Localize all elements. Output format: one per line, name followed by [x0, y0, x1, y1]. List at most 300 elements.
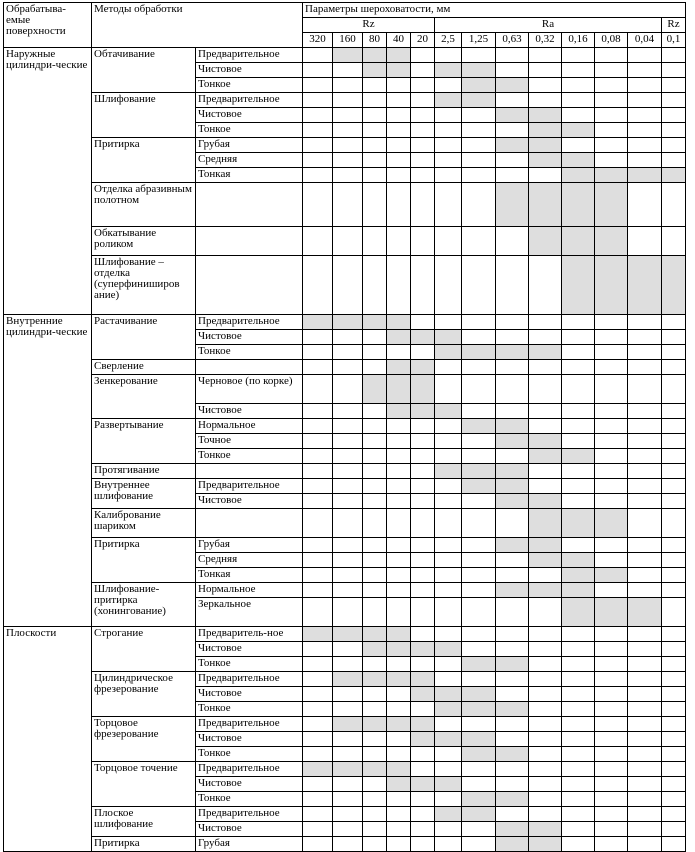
roughness-cell	[662, 404, 686, 419]
roughness-cell	[435, 627, 462, 642]
roughness-cell	[462, 183, 496, 227]
roughness-cell	[529, 792, 562, 807]
roughness-cell-shaded	[435, 63, 462, 78]
header-rz-2: Rz	[662, 18, 686, 33]
roughness-cell	[595, 553, 628, 568]
roughness-cell	[562, 434, 595, 449]
roughness-cell-shaded	[529, 538, 562, 553]
roughness-cell	[595, 777, 628, 792]
submethod-cell: Тонкое	[196, 123, 303, 138]
column-header: 320	[303, 33, 333, 48]
roughness-cell	[411, 657, 435, 672]
roughness-cell	[529, 315, 562, 330]
roughness-cell	[462, 553, 496, 568]
roughness-cell-shaded	[462, 93, 496, 108]
roughness-cell	[462, 494, 496, 509]
roughness-cell	[496, 807, 529, 822]
roughness-cell-shaded	[562, 153, 595, 168]
roughness-cell	[333, 227, 363, 256]
roughness-cell	[435, 762, 462, 777]
roughness-cell-shaded	[529, 227, 562, 256]
submethod-cell: Чистовое	[196, 777, 303, 792]
roughness-cell	[411, 702, 435, 717]
roughness-cell	[411, 123, 435, 138]
column-header: 160	[333, 33, 363, 48]
roughness-cell	[562, 538, 595, 553]
column-header: 0,08	[595, 33, 628, 48]
roughness-cell	[435, 183, 462, 227]
roughness-cell	[529, 732, 562, 747]
roughness-cell	[595, 123, 628, 138]
roughness-cell	[662, 837, 686, 852]
roughness-cell	[303, 494, 333, 509]
submethod-cell: Тонкое	[196, 449, 303, 464]
roughness-cell	[333, 509, 363, 538]
roughness-cell	[303, 822, 333, 837]
roughness-cell	[363, 138, 387, 153]
roughness-cell	[411, 762, 435, 777]
roughness-cell	[363, 227, 387, 256]
roughness-cell	[411, 78, 435, 93]
roughness-cell-shaded	[496, 702, 529, 717]
roughness-cell	[529, 168, 562, 183]
roughness-cell-shaded	[562, 598, 595, 627]
roughness-cell	[363, 807, 387, 822]
roughness-cell	[662, 777, 686, 792]
roughness-cell	[628, 568, 662, 583]
roughness-cell	[303, 434, 333, 449]
roughness-cell	[462, 449, 496, 464]
roughness-cell-shaded	[333, 672, 363, 687]
roughness-cell	[462, 777, 496, 792]
roughness-cell	[662, 315, 686, 330]
roughness-cell	[462, 642, 496, 657]
table-row	[4, 538, 686, 553]
roughness-cell-shaded	[529, 509, 562, 538]
roughness-cell	[333, 538, 363, 553]
roughness-cell	[462, 627, 496, 642]
roughness-cell-shaded	[387, 777, 411, 792]
roughness-cell	[662, 687, 686, 702]
roughness-cell	[496, 93, 529, 108]
method-cell: Торцовое точение	[92, 762, 196, 807]
roughness-cell	[595, 479, 628, 494]
roughness-cell	[595, 583, 628, 598]
roughness-cell	[496, 762, 529, 777]
roughness-cell	[628, 702, 662, 717]
roughness-cell	[435, 717, 462, 732]
table-row	[4, 375, 686, 404]
roughness-cell-shaded	[529, 108, 562, 123]
roughness-cell	[363, 360, 387, 375]
roughness-cell	[462, 123, 496, 138]
roughness-cell-shaded	[628, 256, 662, 315]
table-row	[4, 837, 686, 852]
roughness-cell-shaded	[303, 762, 333, 777]
roughness-cell-shaded	[529, 434, 562, 449]
roughness-cell	[363, 822, 387, 837]
roughness-cell	[662, 732, 686, 747]
roughness-cell-shaded	[529, 822, 562, 837]
roughness-cell-shaded	[462, 747, 496, 762]
roughness-cell	[662, 449, 686, 464]
roughness-cell	[662, 672, 686, 687]
roughness-cell	[595, 138, 628, 153]
roughness-cell	[303, 717, 333, 732]
roughness-cell	[462, 837, 496, 852]
roughness-cell	[387, 792, 411, 807]
roughness-cell	[411, 538, 435, 553]
roughness-cell	[333, 479, 363, 494]
roughness-cell	[595, 792, 628, 807]
roughness-cell-shaded	[411, 777, 435, 792]
roughness-cell	[411, 93, 435, 108]
roughness-cell-shaded	[562, 449, 595, 464]
roughness-cell-shaded	[628, 598, 662, 627]
roughness-cell-shaded	[387, 315, 411, 330]
submethod-cell: Предварительное	[196, 717, 303, 732]
roughness-cell	[303, 419, 333, 434]
submethod-cell: Предварительное	[196, 807, 303, 822]
roughness-cell	[529, 78, 562, 93]
roughness-cell	[529, 717, 562, 732]
roughness-cell-shaded	[529, 583, 562, 598]
roughness-cell-shaded	[595, 598, 628, 627]
roughness-cell	[411, 256, 435, 315]
roughness-cell	[462, 315, 496, 330]
submethod-cell: Предварительное	[196, 479, 303, 494]
roughness-cell	[562, 747, 595, 762]
roughness-cell	[387, 345, 411, 360]
roughness-cell	[303, 568, 333, 583]
roughness-cell	[595, 93, 628, 108]
submethod-cell: Тонкое	[196, 78, 303, 93]
column-header: 40	[387, 33, 411, 48]
roughness-cell	[333, 360, 363, 375]
roughness-cell	[496, 553, 529, 568]
roughness-cell	[303, 153, 333, 168]
roughness-cell-shaded	[462, 687, 496, 702]
roughness-cell	[411, 792, 435, 807]
roughness-cell	[435, 449, 462, 464]
roughness-cell	[411, 48, 435, 63]
roughness-cell	[462, 48, 496, 63]
roughness-cell	[595, 687, 628, 702]
roughness-cell	[333, 732, 363, 747]
roughness-cell	[333, 183, 363, 227]
roughness-cell	[462, 138, 496, 153]
roughness-cell-shaded	[462, 63, 496, 78]
roughness-cell	[363, 583, 387, 598]
roughness-cell-shaded	[462, 78, 496, 93]
roughness-cell-shaded	[496, 583, 529, 598]
roughness-cell	[628, 687, 662, 702]
roughness-cell-shaded	[303, 315, 333, 330]
submethod-cell: Предваритель-ное	[196, 627, 303, 642]
roughness-cell	[303, 404, 333, 419]
roughness-cell	[411, 627, 435, 642]
roughness-cell-shaded	[595, 227, 628, 256]
roughness-cell	[363, 168, 387, 183]
roughness-cell	[562, 687, 595, 702]
roughness-cell	[363, 123, 387, 138]
roughness-cell	[411, 183, 435, 227]
roughness-cell	[529, 419, 562, 434]
roughness-cell-shaded	[363, 627, 387, 642]
roughness-cell	[462, 168, 496, 183]
roughness-cell	[562, 345, 595, 360]
roughness-cell	[529, 762, 562, 777]
roughness-cell	[333, 404, 363, 419]
table-row	[4, 583, 686, 598]
roughness-cell	[363, 732, 387, 747]
roughness-cell	[411, 168, 435, 183]
roughness-cell	[462, 434, 496, 449]
roughness-cell-shaded	[462, 657, 496, 672]
roughness-cell	[387, 583, 411, 598]
roughness-cell	[303, 227, 333, 256]
roughness-cell	[387, 837, 411, 852]
roughness-cell	[529, 404, 562, 419]
roughness-cell-shaded	[562, 168, 595, 183]
roughness-cell-shaded	[363, 717, 387, 732]
roughness-cell	[387, 553, 411, 568]
roughness-cell	[303, 138, 333, 153]
roughness-cell	[496, 227, 529, 256]
roughness-cell	[496, 63, 529, 78]
roughness-cell	[562, 672, 595, 687]
roughness-cell	[462, 360, 496, 375]
column-header: 80	[363, 33, 387, 48]
roughness-cell	[387, 479, 411, 494]
roughness-cell-shaded	[435, 807, 462, 822]
header-methods: Методы обработки	[92, 3, 303, 48]
roughness-cell	[662, 138, 686, 153]
submethod-cell: Грубая	[196, 138, 303, 153]
roughness-cell	[435, 553, 462, 568]
roughness-cell	[496, 642, 529, 657]
submethod-cell: Грубая	[196, 538, 303, 553]
roughness-cell-shaded	[529, 837, 562, 852]
submethod-cell	[196, 509, 303, 538]
roughness-cell	[303, 183, 333, 227]
roughness-cell-shaded	[435, 345, 462, 360]
roughness-cell	[363, 404, 387, 419]
roughness-cell	[303, 687, 333, 702]
roughness-cell	[387, 747, 411, 762]
method-cell: Обкатывание роликом	[92, 227, 196, 256]
roughness-cell	[363, 330, 387, 345]
roughness-cell	[628, 315, 662, 330]
method-cell: Развертывание	[92, 419, 196, 464]
roughness-cell	[529, 360, 562, 375]
submethod-cell: Нормальное	[196, 583, 303, 598]
roughness-cell	[363, 153, 387, 168]
roughness-cell-shaded	[387, 672, 411, 687]
roughness-cell	[333, 108, 363, 123]
roughness-cell	[435, 138, 462, 153]
roughness-cell	[333, 153, 363, 168]
roughness-cell	[333, 63, 363, 78]
roughness-cell	[333, 642, 363, 657]
header-surface: Обрабатыва-емые поверхности	[4, 3, 92, 48]
roughness-cell	[363, 345, 387, 360]
roughness-cell-shaded	[411, 732, 435, 747]
roughness-cell	[435, 479, 462, 494]
roughness-cell	[387, 78, 411, 93]
roughness-cell-shaded	[411, 375, 435, 404]
method-cell: Торцовое фрезерование	[92, 717, 196, 762]
roughness-cell	[628, 822, 662, 837]
roughness-cell	[628, 153, 662, 168]
roughness-cell	[595, 837, 628, 852]
roughness-cell-shaded	[333, 315, 363, 330]
roughness-cell-shaded	[435, 464, 462, 479]
submethod-cell: Тонкое	[196, 792, 303, 807]
roughness-cell	[529, 657, 562, 672]
roughness-cell	[562, 479, 595, 494]
roughness-cell	[387, 123, 411, 138]
roughness-cell	[387, 183, 411, 227]
roughness-cell-shaded	[387, 63, 411, 78]
roughness-cell	[562, 360, 595, 375]
roughness-cell	[387, 598, 411, 627]
roughness-cell-shaded	[411, 717, 435, 732]
roughness-cell	[411, 494, 435, 509]
roughness-cell	[363, 657, 387, 672]
roughness-cell	[562, 419, 595, 434]
roughness-cell	[435, 792, 462, 807]
roughness-cell-shaded	[462, 732, 496, 747]
roughness-cell	[662, 227, 686, 256]
column-header: 0,32	[529, 33, 562, 48]
roughness-cell	[363, 434, 387, 449]
roughness-cell	[462, 672, 496, 687]
table-row	[4, 464, 686, 479]
roughness-cell	[562, 702, 595, 717]
table-row	[4, 762, 686, 777]
roughness-cell	[496, 48, 529, 63]
roughness-cell	[333, 123, 363, 138]
roughness-cell	[387, 687, 411, 702]
roughness-cell-shaded	[435, 702, 462, 717]
roughness-cell	[303, 123, 333, 138]
surface-cell: Внутренние цилиндри-ческие	[4, 315, 92, 627]
roughness-cell-shaded	[462, 345, 496, 360]
roughness-cell	[595, 717, 628, 732]
roughness-cell	[435, 657, 462, 672]
roughness-cell-shaded	[595, 256, 628, 315]
roughness-cell	[303, 330, 333, 345]
roughness-cell	[333, 434, 363, 449]
roughness-cell	[595, 657, 628, 672]
roughness-cell	[411, 227, 435, 256]
roughness-cell-shaded	[411, 687, 435, 702]
method-cell: Отделка абразивным полотном	[92, 183, 196, 227]
roughness-cell	[435, 108, 462, 123]
roughness-cell	[333, 747, 363, 762]
roughness-cell	[628, 123, 662, 138]
roughness-cell	[628, 183, 662, 227]
roughness-cell	[462, 538, 496, 553]
roughness-cell	[303, 509, 333, 538]
roughness-cell	[628, 762, 662, 777]
roughness-cell	[387, 168, 411, 183]
roughness-cell	[496, 256, 529, 315]
roughness-cell	[628, 360, 662, 375]
roughness-cell	[662, 553, 686, 568]
roughness-cell	[562, 822, 595, 837]
column-header: 1,25	[462, 33, 496, 48]
roughness-cell	[303, 375, 333, 404]
roughness-cell	[411, 345, 435, 360]
roughness-cell	[529, 672, 562, 687]
roughness-cell	[387, 227, 411, 256]
submethod-cell: Предварительное	[196, 93, 303, 108]
roughness-cell	[496, 449, 529, 464]
roughness-cell	[496, 672, 529, 687]
roughness-cell	[333, 93, 363, 108]
roughness-cell	[496, 330, 529, 345]
roughness-cell	[595, 153, 628, 168]
roughness-cell	[595, 360, 628, 375]
roughness-cell-shaded	[435, 404, 462, 419]
roughness-cell	[496, 123, 529, 138]
roughness-cell	[363, 78, 387, 93]
roughness-cell	[562, 48, 595, 63]
roughness-cell-shaded	[562, 256, 595, 315]
roughness-cell	[562, 138, 595, 153]
roughness-cell	[363, 183, 387, 227]
roughness-cell-shaded	[333, 48, 363, 63]
column-header: 0,04	[628, 33, 662, 48]
roughness-cell	[529, 642, 562, 657]
roughness-cell	[387, 449, 411, 464]
roughness-cell	[363, 687, 387, 702]
roughness-cell	[595, 108, 628, 123]
roughness-cell	[496, 568, 529, 583]
roughness-cell	[628, 449, 662, 464]
roughness-cell	[628, 494, 662, 509]
roughness-cell	[662, 583, 686, 598]
method-cell: Обтачивание	[92, 48, 196, 93]
roughness-cell	[435, 123, 462, 138]
roughness-cell	[303, 807, 333, 822]
roughness-cell	[662, 419, 686, 434]
roughness-cell	[303, 732, 333, 747]
roughness-cell	[562, 494, 595, 509]
roughness-cell	[333, 419, 363, 434]
roughness-cell-shaded	[435, 93, 462, 108]
roughness-cell	[387, 568, 411, 583]
roughness-cell	[333, 657, 363, 672]
roughness-cell	[628, 747, 662, 762]
submethod-cell: Чистовое	[196, 822, 303, 837]
roughness-cell	[595, 48, 628, 63]
roughness-cell	[496, 717, 529, 732]
roughness-cell	[562, 807, 595, 822]
method-cell: Шлифование – отделка (суперфиниширов ание)	[92, 256, 196, 315]
column-header: 0,16	[562, 33, 595, 48]
roughness-cell	[387, 538, 411, 553]
roughness-cell	[363, 464, 387, 479]
roughness-cell	[363, 538, 387, 553]
roughness-cell	[595, 747, 628, 762]
method-cell: Шлифование	[92, 93, 196, 138]
roughness-cell	[333, 792, 363, 807]
roughness-cell-shaded	[562, 509, 595, 538]
roughness-cell	[411, 747, 435, 762]
